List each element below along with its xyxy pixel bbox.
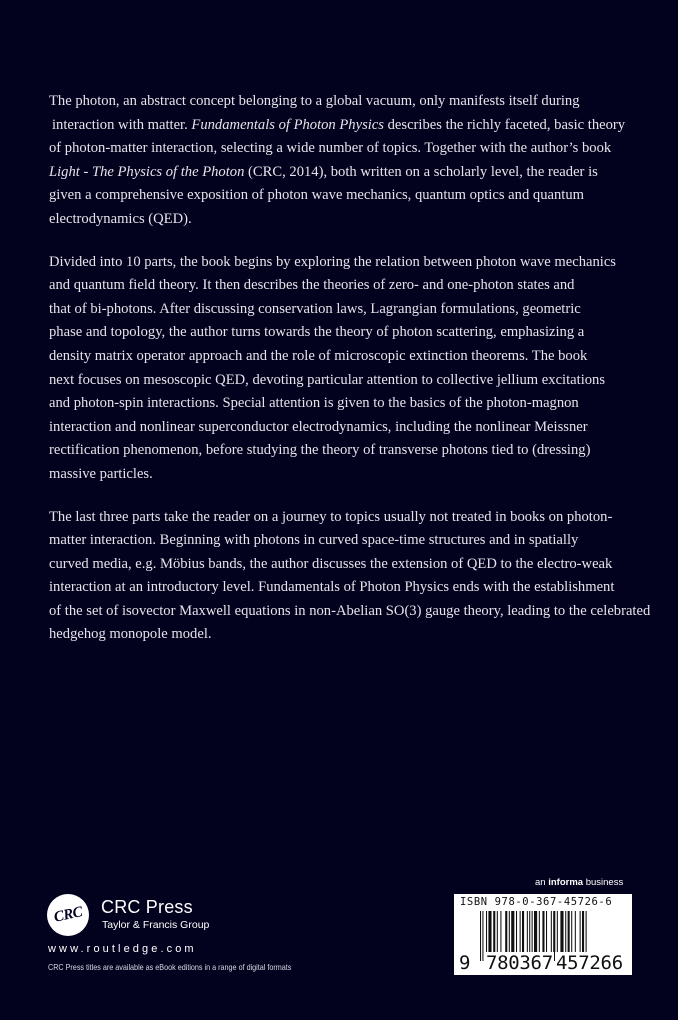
paragraph-line	[49, 114, 649, 138]
paragraph-line	[49, 321, 649, 345]
paragraph-line	[49, 416, 649, 440]
text-run: of the set of isovector Maxwell equations in non-Abelian SO(3) gauge theory, leading to the celebrated	[49, 602, 651, 619]
publisher-website: www.routledge.com	[48, 943, 197, 955]
paragraph-line	[49, 161, 649, 185]
text-run: and photon-spin interactions. Special attention is given to the basics of the photon-magnon	[49, 395, 579, 412]
description-paragraph	[49, 506, 649, 648]
text-run: The photon, an abstract concept belonging to a global vacuum, only manifests itself during	[49, 93, 580, 109]
paragraph-line	[49, 137, 649, 161]
crc-logo-icon	[47, 894, 89, 936]
paragraph-line	[49, 576, 649, 600]
book-title: Light - The Physics of the Photon	[49, 163, 245, 180]
crc-logo-text: CRC	[52, 903, 84, 926]
text-run: interaction with matter.	[52, 116, 192, 133]
text-run: curved media, e.g. Möbius bands, the author discusses the extension of QED to the electro-weak	[49, 555, 613, 572]
text-run: next focuses on mesoscopic QED, devoting particular attention to collective jellium excitations	[49, 371, 606, 388]
back-cover-description	[49, 90, 649, 666]
publisher-group: Taylor & Francis Group	[102, 919, 210, 931]
text-run: rectification phenomenon, before studying the theory of transverse photons tied to (dressing)	[49, 442, 591, 459]
isbn-label: ISBN 978-0-367-45726-6	[460, 896, 613, 908]
text-run: given a comprehensive exposition of photon wave mechanics, quantum optics and quantum	[49, 187, 584, 204]
paragraph-line	[49, 184, 649, 208]
paragraph-line	[49, 274, 649, 298]
text-run: interaction and nonlinear superconductor electrodynamics, including the nonlinear Meissner	[49, 418, 588, 435]
paragraph-line	[49, 529, 649, 553]
paragraph-line	[49, 251, 649, 275]
paragraph-line	[49, 600, 649, 624]
text-run: hedgehog monopole model.	[49, 626, 212, 643]
text-run: (CRC, 2014), both written on a scholarly level, the reader is	[244, 163, 598, 180]
paragraph-line	[49, 506, 649, 530]
paragraph-line	[49, 463, 649, 487]
paragraph-line	[49, 90, 649, 114]
paragraph-line	[49, 298, 649, 322]
description-paragraph	[49, 90, 649, 232]
text-run: matter interaction. Beginning with photons in curved space-time structures and in spatially	[49, 532, 579, 549]
paragraph-line	[49, 553, 649, 577]
publisher-name: CRC Press	[101, 897, 193, 917]
book-title: Fundamentals of Photon Physics	[191, 116, 384, 133]
paragraph-line	[49, 369, 649, 393]
ebook-availability-note: CRC Press titles are available as eBook editions in a range of digital formats	[48, 962, 292, 972]
text-run: that of bi-photons. After discussing conservation laws, Lagrangian formulations, geometric	[49, 300, 581, 317]
text-run: describes the richly faceted, basic theory	[383, 116, 626, 133]
text-run: massive particles.	[49, 465, 153, 482]
text-run: interaction at an introductory level. Fundamentals of Photon Physics ends with the establishment	[49, 579, 615, 596]
informa-suffix: business	[583, 877, 624, 888]
paragraph-line	[49, 623, 649, 647]
ean-first-digit: 9	[459, 952, 471, 974]
paragraph-line	[49, 208, 649, 232]
description-paragraph	[49, 251, 649, 487]
isbn-barcode	[454, 894, 632, 975]
informa-brand: informa	[548, 877, 584, 888]
text-run: phase and topology, the author turns towards the theory of photon scattering, emphasizing a	[49, 324, 585, 341]
paragraph-line	[49, 439, 649, 463]
paragraph-line	[49, 392, 649, 416]
text-run: The last three parts take the reader on a journey to topics usually not treated in books on photon-	[49, 508, 613, 525]
text-run: Divided into 10 parts, the book begins by exploring the relation between photon wave mechanics	[49, 253, 616, 270]
ean-left-digits: 780367	[486, 952, 553, 974]
informa-prefix: an	[535, 877, 549, 888]
text-run: electrodynamics (QED).	[49, 210, 192, 227]
text-run: density matrix operator approach and the role of microscopic extinction theorems. The book	[49, 347, 588, 364]
informa-business-tagline	[535, 877, 623, 888]
text-run: of photon-matter interaction, selecting a wide number of topics. Together with the author’s book	[49, 140, 612, 157]
ean-right-digits: 457266	[556, 952, 623, 974]
text-run: and quantum field theory. It then describes the theories of zero- and one-photon states and	[49, 277, 575, 294]
paragraph-line	[49, 345, 649, 369]
